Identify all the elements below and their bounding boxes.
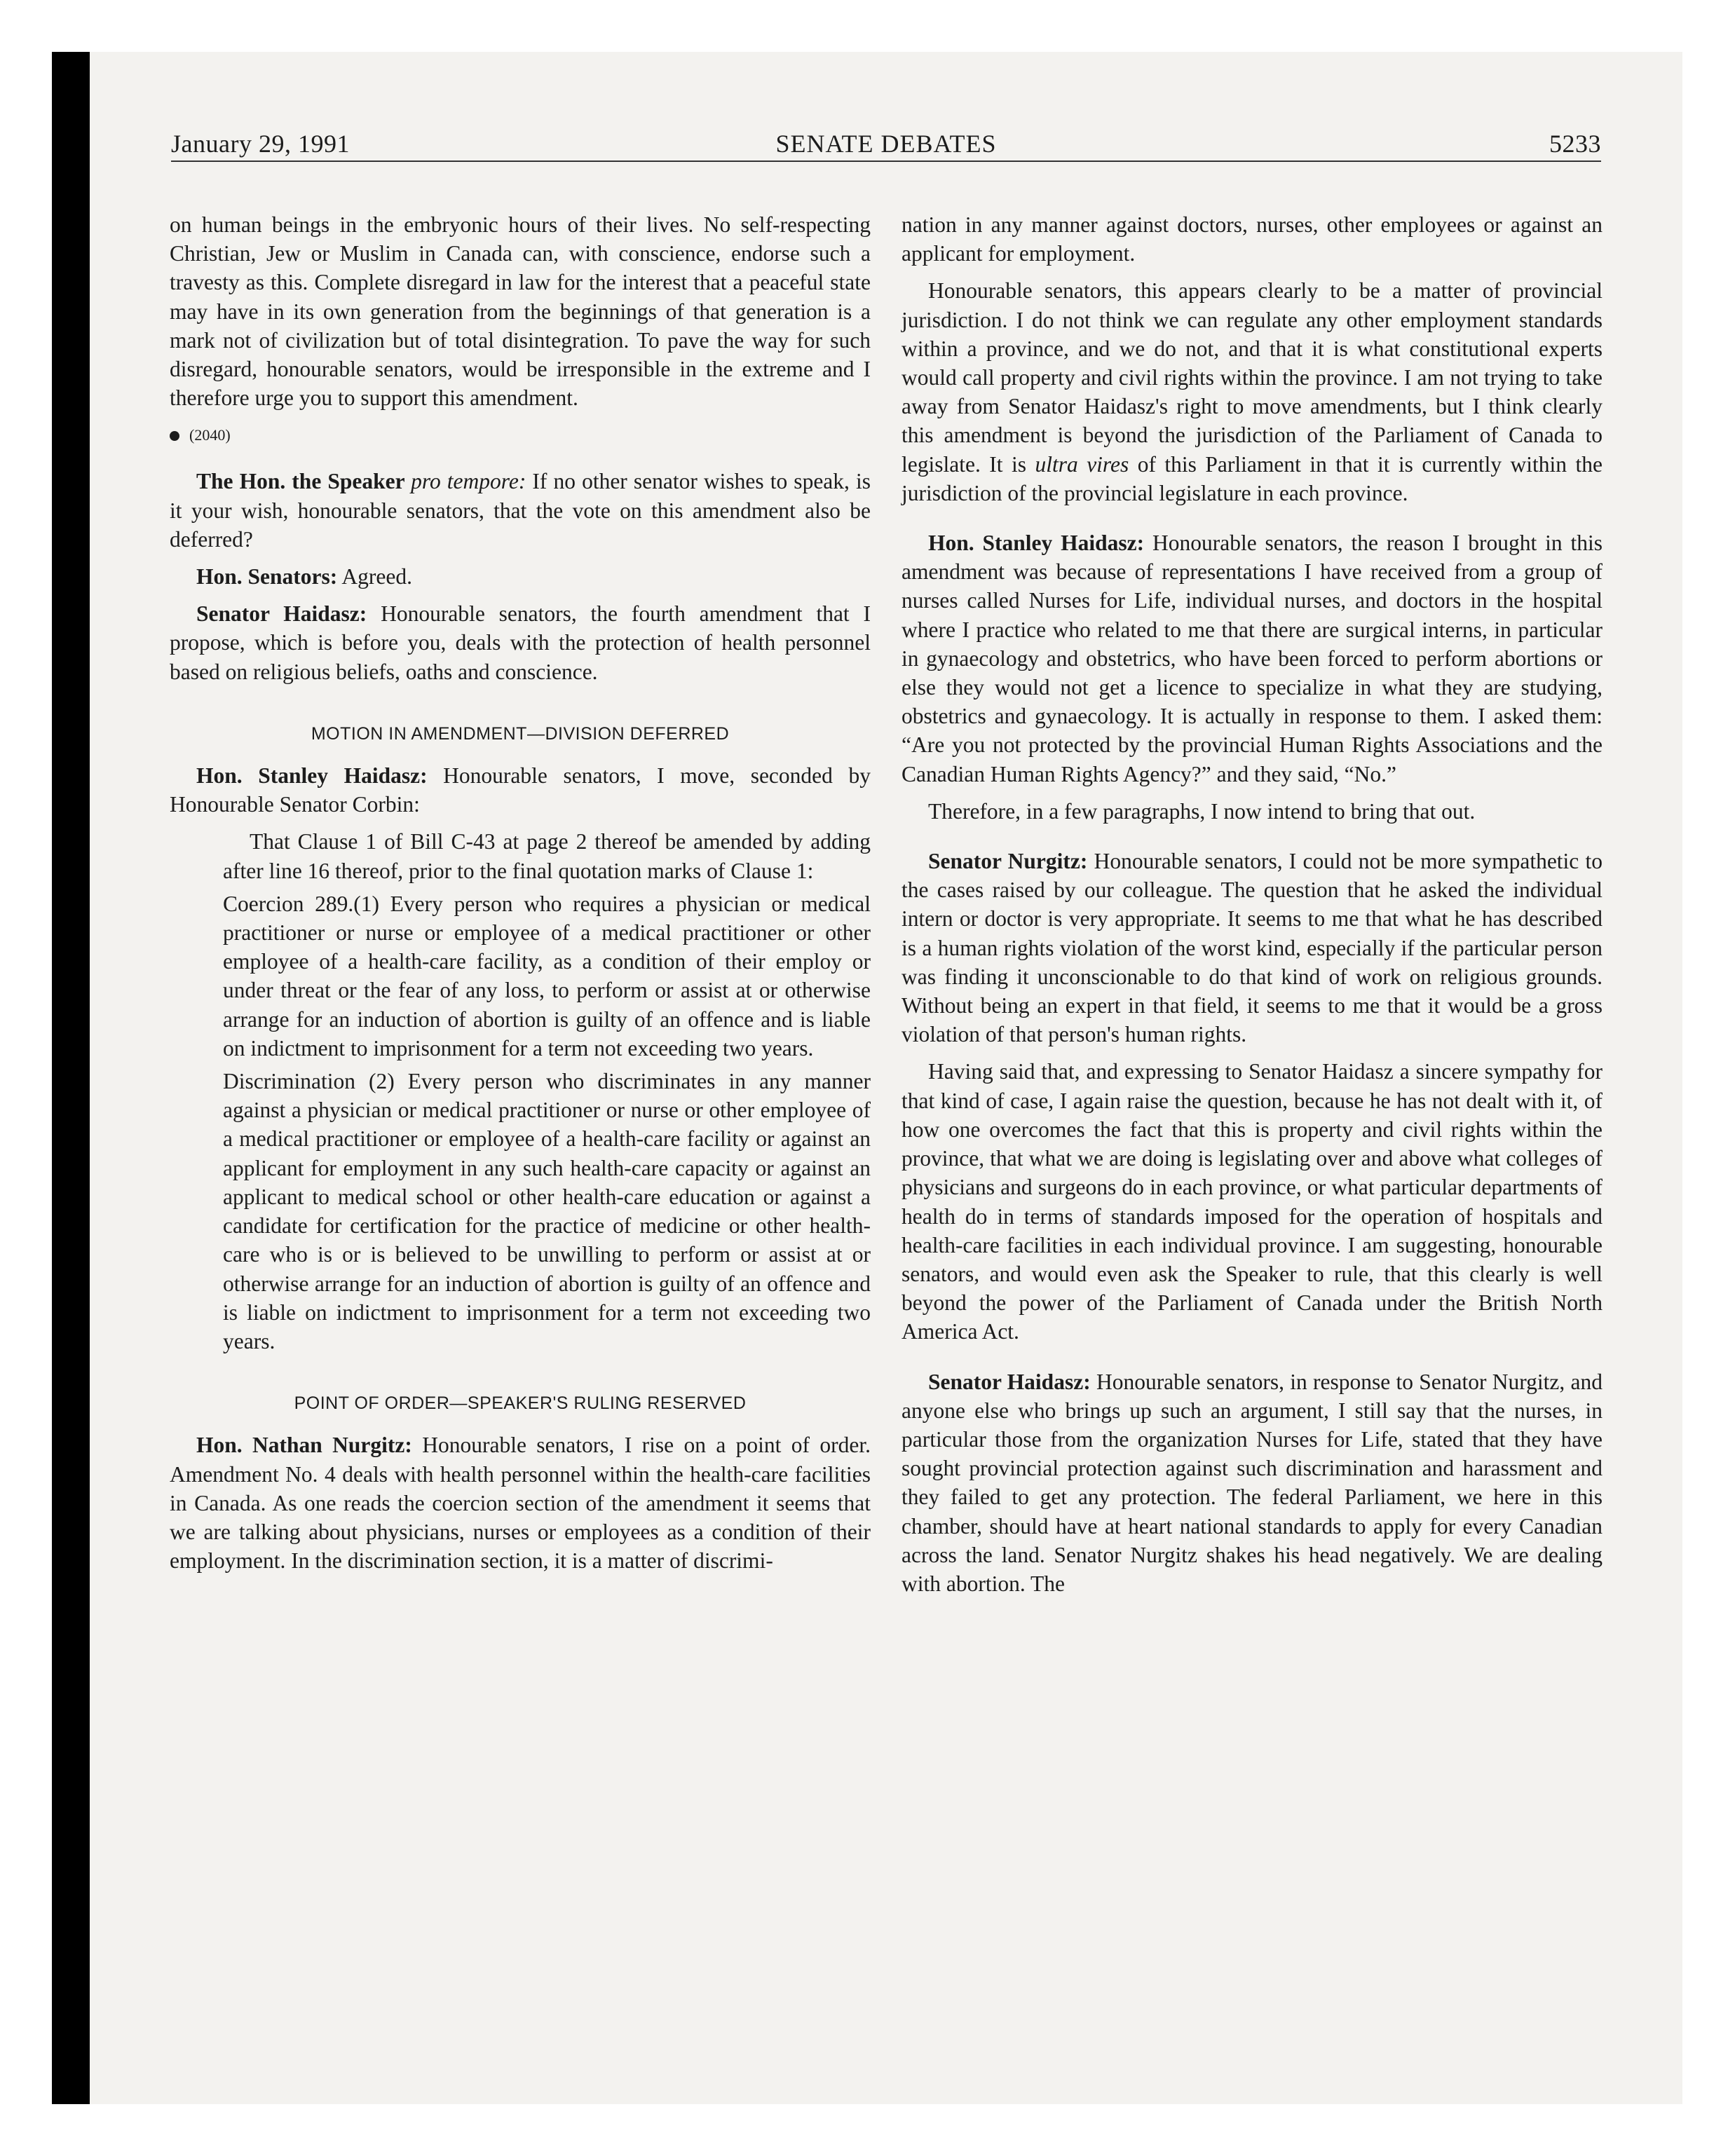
section-heading: POINT OF ORDER—SPEAKER'S RULING RESERVED xyxy=(294,1393,747,1414)
paragraph xyxy=(901,847,1603,1049)
right-column xyxy=(901,210,1603,1606)
paragraph xyxy=(170,599,871,686)
bullet-icon xyxy=(170,431,179,441)
motion-quote: That Clause 1 of Bill C-43 at page 2 thereof be amended by adding after line 16 thereof, prior to the final quotation marks of Clause 1: xyxy=(223,829,871,883)
paragraph xyxy=(901,1367,1603,1599)
header-date: January 29, 1991 xyxy=(171,130,350,158)
speaker-name: Hon. Stanley Haidasz: xyxy=(196,763,428,789)
header-page-number: 5233 xyxy=(1549,130,1601,158)
italic-term: ultra vires xyxy=(1035,451,1129,477)
paragraph: nation in any manner against doctors, nurses, other employees or against an applicant for employment. xyxy=(901,212,1603,266)
paragraph xyxy=(901,276,1603,507)
paragraph: Therefore, in a few paragraphs, I now intend to bring that out. xyxy=(928,798,1476,824)
paragraph xyxy=(170,761,871,819)
spacer xyxy=(901,834,1603,847)
paragraph xyxy=(170,467,871,554)
speaker-name: The Hon. the Speaker xyxy=(196,469,411,494)
left-column xyxy=(170,210,871,1583)
speech-text: If no other senator wishes to speak, is it your wish, honourable senators, that the vote on this amendment also be deferred? xyxy=(170,469,871,552)
speaker-name: Hon. Nathan Nurgitz: xyxy=(196,1433,412,1458)
spacer xyxy=(901,1355,1603,1367)
speech-text: Honourable senators, the fourth amendment that I propose, which is before you, deals with the protection of health personnel based on religious beliefs, oaths and conscience. xyxy=(170,601,871,684)
time-marker xyxy=(170,425,871,446)
section-heading: MOTION IN AMENDMENT—DIVISION DEFERRED xyxy=(311,723,730,744)
speech-text: Honourable senators, I could not be more sympathetic to the cases raised by our colleague. The question that he asked the individual intern or doctor is very appropriate. It seems to me that what he has described is a human rights violation of the worst kind, especially if the particular person was finding it unconscionable to do that kind of work on religious grounds. Without being an expert in that field, it seems to me that it would be a gross violation of that person's human rights. xyxy=(901,849,1603,1047)
speaker-name: Senator Haidasz: xyxy=(928,1369,1091,1394)
paragraph xyxy=(170,1431,871,1575)
speech-text: Honourable senators, this appears clearly to be a matter of provincial jurisdiction. I do not think we can regulate any other employment standards within a province, and we do not, and that it is what constitutional experts would call property and civil rights within the province. I am not trying to take away from Senator Haidasz's right to move amendments, but I think clearly this amendment is beyond the jurisdiction of the Parliament of Canada to legislate. It is xyxy=(901,278,1603,477)
speech-text: Honourable senators, I rise on a point of order. Amendment No. 4 deals with health personnel within the health-care facilities in Canada. As one reads the coercion section of the amendment it seems that we are talking about physicians, nurses or employees as a condition of their employment. In the discrimination section, it is a matter of discrimi- xyxy=(170,1433,871,1574)
paragraph xyxy=(901,528,1603,789)
page-header xyxy=(171,129,1601,163)
speaker-name: Hon. Stanley Haidasz: xyxy=(928,531,1145,556)
speech-text: Honourable senators, in response to Senator Nurgitz, and anyone else who brings up such an argument, I still say that the nurses, in particular those from the organization Nurses for Life, stated that they have sought provincial protection against such discrimination and harassment and they failed to get any protection. The federal Parliament, we here in this chamber, should have at heart national standards to apply for every Canadian across the land. Senator Nurgitz shakes his head negatively. We are dealing with abortion. The xyxy=(901,1369,1603,1596)
speech-text: Honourable senators, the reason I brought in this amendment was because of representations I have received from a group of nurses called Nurses for Life, individual nurses, and doctors in the hospital where I practice who related to me that there are surgical interns, in particular in gynaecology and obstetrics, who have been forced to perform abortions or else they would not get a licence to specialize in what they are studying, obstetrics and gynaecology. It is actually in response to them. I asked them: “Are you not protected by the provincial Human Rights Associations and the Canadian Human Rights Agency?” and they said, “No.” xyxy=(901,531,1603,786)
scan-edge xyxy=(52,52,90,2104)
motion-quote-coercion: Coercion 289.(1) Every person who requires a physician or medical practitioner or nurse or employee of a medical practitioner or other employee of a health-care facility, as a condition of their employ or under threat or the fear of any loss, to perform or assist at or otherwise arrange for an induction of abortion is guilty of an offence and is liable on indictment to imprisonment for a term not exceeding two years. xyxy=(223,891,871,1060)
speaker-name: Senator Haidasz: xyxy=(196,601,367,627)
time-marker-text: (2040) xyxy=(189,426,231,444)
header-title: SENATE DEBATES xyxy=(775,130,997,158)
paragraph: on human beings in the embryonic hours of their lives. No self-respecting Christian, Jew or Muslim in Canada can, with conscience, endorse such a travesty as this. Complete disregard in law for the interest that a peaceful state may have in its own generation from the beginnings of that generation is a mark not of civilization but of total disintegration. To pave the way for such disregard, honourable senators, would be irresponsible in the extreme and I therefore urge you to support this amendment. xyxy=(170,212,871,411)
speech-text: Honourable senators, I move, seconded by Honourable Senator Corbin: xyxy=(170,763,871,817)
header-rule xyxy=(171,161,1601,162)
spacer xyxy=(901,516,1603,528)
speaker-name: Hon. Senators: xyxy=(196,564,338,589)
paragraph: Having said that, and expressing to Senator Haidasz a sincere sympathy for that kind of case, I again raise the question, because he has not dealt with it, of how one overcomes the fact that this is property and civil rights within the province, that what we are doing is legislating over and above what colleges of physicians and surgeons do in each province, or what particular departments of health do in terms of standards imposed for the operation of hospitals and health-care facilities in each individual province. I am suggesting, honourable senators, and would even ask the Speaker to rule, that this clearly is well beyond the power of the Parliament of Canada under the British North America Act. xyxy=(901,1059,1603,1344)
speech-text: of this Parliament in that it is currently within the jurisdiction of the provincial legislature in each province. xyxy=(901,451,1603,505)
paragraph xyxy=(170,562,871,591)
speaker-title: pro tempore: xyxy=(411,469,526,494)
speaker-name: Senator Nurgitz: xyxy=(928,849,1088,874)
speech-text: Agreed. xyxy=(337,564,412,589)
motion-quote-discrimination: Discrimination (2) Every person who discriminates in any manner against a physician or medical practitioner or nurse or other employee of a medical practitioner or employee of a health-care facility or against an applicant for employment in any such health-care capacity or against an applicant to medical school or other health-care education or against a candidate for certification for the practice of medicine or other health-care who is or is believed to be unwilling to perform or assist at or otherwise arrange for an induction of abortion is guilty of an offence and is liable on indictment to imprisonment for a term not exceeding two years. xyxy=(223,1069,871,1353)
